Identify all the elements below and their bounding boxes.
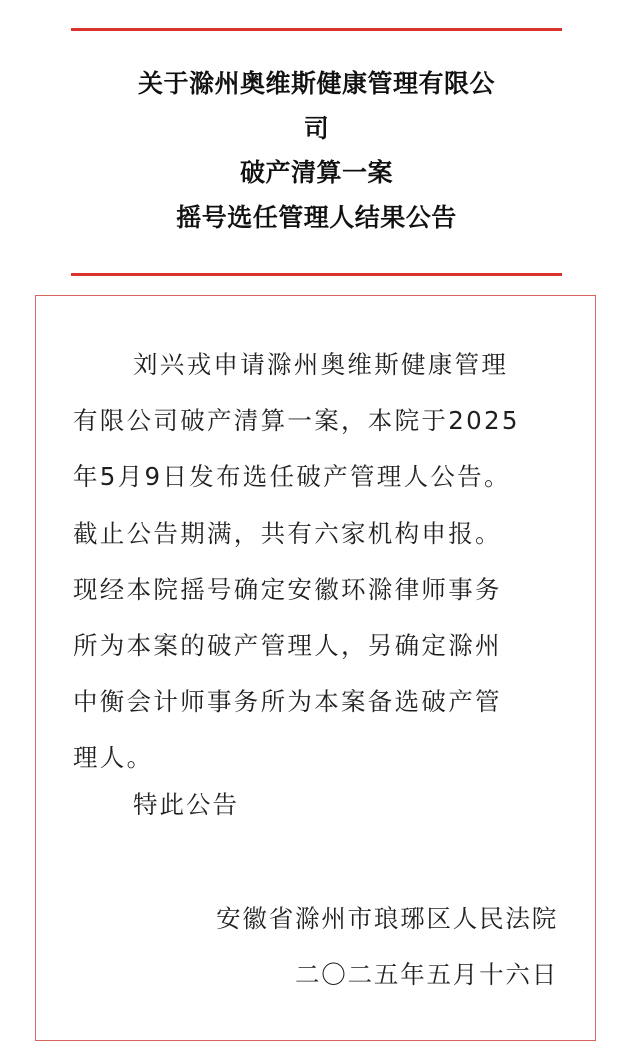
body-line-8: 理人。 — [73, 743, 154, 773]
body-line-4: 截止公告期满，共有六家机构申报。 — [73, 518, 502, 548]
body-line-2: 有限公司破产清算一案，本院于2025 — [73, 406, 520, 436]
body-line-1: 刘兴戎申请滁州奥维斯健康管理 — [133, 350, 509, 379]
top-red-rule — [71, 28, 562, 31]
notice-body — [73, 337, 565, 787]
title-line-1: 关于滁州奥维斯健康管理有限公 — [137, 69, 495, 98]
body-paragraph — [73, 337, 565, 787]
notice-date: 二〇二五年五月十六日 — [295, 960, 558, 989]
body-line-6: 所为本案的破产管理人，另确定滁州 — [73, 631, 502, 661]
body-line-3: 年5月9日发布选任破产管理人公告。 — [73, 462, 511, 492]
notice-title — [71, 62, 562, 240]
title-line-3: 破产清算一案 — [239, 158, 393, 187]
title-line-4: 摇号选任管理人结果公告 — [176, 202, 457, 232]
closing-phrase: 特此公告 — [133, 790, 239, 819]
body-line-5: 现经本院摇号确定安徽环滁律师事务 — [73, 574, 502, 604]
body-line-7: 中衡会计师事务所为本案备选破产管 — [73, 687, 502, 717]
bottom-red-rule — [71, 273, 562, 276]
title-line-2: 司 — [303, 113, 330, 143]
court-signature: 安徽省滁州市琅琊区人民法院 — [216, 904, 558, 933]
